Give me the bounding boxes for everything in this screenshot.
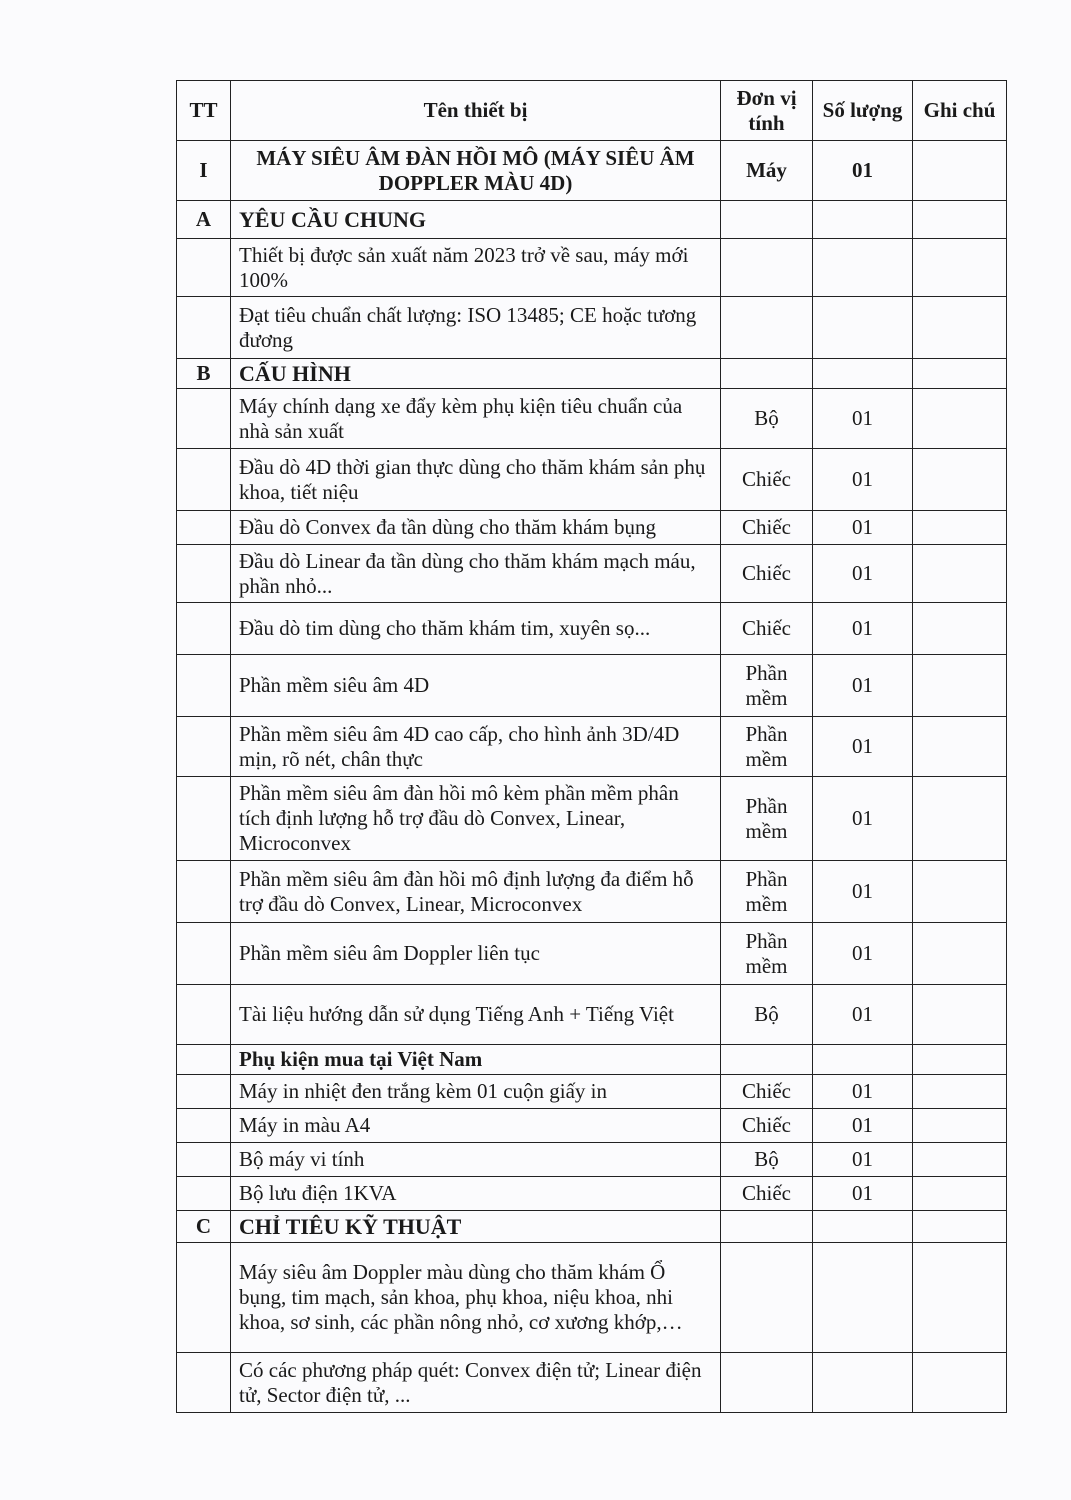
cell-unit: Chiếc — [721, 1075, 813, 1109]
cell-note — [913, 1109, 1007, 1143]
cell-unit: Bộ — [721, 1143, 813, 1177]
cell-note — [913, 297, 1007, 359]
cell-unit — [721, 1211, 813, 1243]
table-row — [177, 1143, 1007, 1177]
table-row — [177, 201, 1007, 239]
cell-note — [913, 449, 1007, 511]
cell-note — [913, 1075, 1007, 1109]
cell-name: Bộ lưu điện 1KVA — [231, 1177, 721, 1211]
cell-name: YÊU CẦU CHUNG — [231, 201, 721, 239]
cell-unit — [721, 1243, 813, 1353]
cell-name: Phần mềm siêu âm 4D cao cấp, cho hình ảnh 3D/4D mịn, rõ nét, chân thực — [231, 717, 721, 777]
cell-note — [913, 1353, 1007, 1413]
cell-note — [913, 545, 1007, 603]
cell-tt — [177, 717, 231, 777]
cell-note — [913, 1143, 1007, 1177]
cell-qty: 01 — [813, 985, 913, 1045]
table-row — [177, 359, 1007, 389]
cell-unit: Phần mềm — [721, 777, 813, 861]
table-row — [177, 389, 1007, 449]
cell-tt — [177, 861, 231, 923]
cell-tt — [177, 1109, 231, 1143]
cell-note — [913, 239, 1007, 297]
cell-note — [913, 141, 1007, 201]
table-row — [177, 777, 1007, 861]
cell-name: CẤU HÌNH — [231, 359, 721, 389]
cell-name: Phần mềm siêu âm 4D — [231, 655, 721, 717]
cell-qty — [813, 1045, 913, 1075]
table-row — [177, 985, 1007, 1045]
cell-note — [913, 511, 1007, 545]
cell-tt — [177, 1075, 231, 1109]
table-row — [177, 1045, 1007, 1075]
cell-name: Máy in nhiệt đen trắng kèm 01 cuộn giấy in — [231, 1075, 721, 1109]
table-row — [177, 1075, 1007, 1109]
cell-name: Máy in màu A4 — [231, 1109, 721, 1143]
header-unit: Đơn vị tính — [721, 81, 813, 141]
cell-tt — [177, 923, 231, 985]
cell-note — [913, 655, 1007, 717]
cell-note — [913, 1045, 1007, 1075]
cell-unit: Phần mềm — [721, 655, 813, 717]
cell-qty: 01 — [813, 389, 913, 449]
cell-note — [913, 1211, 1007, 1243]
cell-tt — [177, 545, 231, 603]
cell-unit: Chiếc — [721, 511, 813, 545]
cell-unit: Máy — [721, 141, 813, 201]
equipment-table — [176, 80, 1007, 1413]
header-tt: TT — [177, 81, 231, 141]
cell-qty — [813, 297, 913, 359]
cell-unit — [721, 297, 813, 359]
table-row — [177, 239, 1007, 297]
cell-qty: 01 — [813, 777, 913, 861]
cell-name: Bộ máy vi tính — [231, 1143, 721, 1177]
cell-qty: 01 — [813, 1075, 913, 1109]
table-header-row — [177, 81, 1007, 141]
cell-note — [913, 389, 1007, 449]
cell-tt — [177, 985, 231, 1045]
cell-tt — [177, 511, 231, 545]
cell-tt — [177, 1353, 231, 1413]
cell-name: Máy chính dạng xe đẩy kèm phụ kiện tiêu chuẩn của nhà sản xuất — [231, 389, 721, 449]
cell-qty — [813, 201, 913, 239]
cell-unit: Chiếc — [721, 603, 813, 655]
cell-qty: 01 — [813, 511, 913, 545]
cell-name: Phần mềm siêu âm đàn hồi mô định lượng đa điểm hỗ trợ đầu dò Convex, Linear, Microconvex — [231, 861, 721, 923]
cell-unit: Phần mềm — [721, 923, 813, 985]
cell-tt — [177, 239, 231, 297]
table-row — [177, 1177, 1007, 1211]
cell-name: Có các phương pháp quét: Convex điện tử; Linear điện tử, Sector điện tử, ... — [231, 1353, 721, 1413]
cell-name: Phần mềm siêu âm Doppler liên tục — [231, 923, 721, 985]
cell-name: Phụ kiện mua tại Việt Nam — [231, 1045, 721, 1075]
cell-name: MÁY SIÊU ÂM ĐÀN HỒI MÔ (MÁY SIÊU ÂM DOPPLER MÀU 4D) — [231, 141, 721, 201]
cell-name: Thiết bị được sản xuất năm 2023 trở về sau, máy mới 100% — [231, 239, 721, 297]
cell-qty — [813, 359, 913, 389]
cell-tt: B — [177, 359, 231, 389]
cell-note — [913, 1177, 1007, 1211]
cell-note — [913, 603, 1007, 655]
cell-name: CHỈ TIÊU KỸ THUẬT — [231, 1211, 721, 1243]
cell-tt — [177, 389, 231, 449]
cell-name: Tài liệu hướng dẫn sử dụng Tiếng Anh + Tiếng Việt — [231, 985, 721, 1045]
table-row — [177, 545, 1007, 603]
table-row — [177, 603, 1007, 655]
table-row — [177, 655, 1007, 717]
table-row — [177, 861, 1007, 923]
table-row — [177, 449, 1007, 511]
table-row — [177, 717, 1007, 777]
cell-tt — [177, 655, 231, 717]
cell-qty — [813, 1243, 913, 1353]
table-row — [177, 1353, 1007, 1413]
cell-note — [913, 923, 1007, 985]
cell-tt — [177, 603, 231, 655]
cell-unit — [721, 201, 813, 239]
cell-qty — [813, 1353, 913, 1413]
cell-tt — [177, 1177, 231, 1211]
cell-unit — [721, 359, 813, 389]
cell-qty: 01 — [813, 923, 913, 985]
cell-qty: 01 — [813, 603, 913, 655]
cell-unit: Bộ — [721, 389, 813, 449]
table-row — [177, 511, 1007, 545]
cell-tt — [177, 1045, 231, 1075]
cell-unit — [721, 1353, 813, 1413]
header-name: Tên thiết bị — [231, 81, 721, 141]
cell-note — [913, 985, 1007, 1045]
table-row — [177, 1243, 1007, 1353]
table-row — [177, 1211, 1007, 1243]
cell-unit: Chiếc — [721, 449, 813, 511]
cell-qty: 01 — [813, 1143, 913, 1177]
cell-note — [913, 1243, 1007, 1353]
header-note: Ghi chú — [913, 81, 1007, 141]
cell-qty: 01 — [813, 861, 913, 923]
cell-unit: Phần mềm — [721, 861, 813, 923]
cell-qty: 01 — [813, 1177, 913, 1211]
cell-tt — [177, 449, 231, 511]
cell-qty: 01 — [813, 141, 913, 201]
cell-unit: Chiếc — [721, 1109, 813, 1143]
table-row — [177, 297, 1007, 359]
cell-tt — [177, 1143, 231, 1177]
cell-name: Đầu dò Linear đa tần dùng cho thăm khám mạch máu, phần nhỏ... — [231, 545, 721, 603]
cell-unit — [721, 239, 813, 297]
cell-note — [913, 717, 1007, 777]
cell-name: Phần mềm siêu âm đàn hồi mô kèm phần mềm phân tích định lượng hỗ trợ đầu dò Convex, Linear, Microconvex — [231, 777, 721, 861]
cell-qty — [813, 1211, 913, 1243]
cell-unit: Bộ — [721, 985, 813, 1045]
cell-unit — [721, 1045, 813, 1075]
cell-tt: C — [177, 1211, 231, 1243]
cell-unit: Chiếc — [721, 1177, 813, 1211]
cell-tt — [177, 297, 231, 359]
cell-tt — [177, 777, 231, 861]
table-body — [177, 141, 1007, 1413]
cell-note — [913, 359, 1007, 389]
cell-tt: I — [177, 141, 231, 201]
table-row — [177, 141, 1007, 201]
cell-name: Máy siêu âm Doppler màu dùng cho thăm khám Ổ bụng, tim mạch, sản khoa, phụ khoa, niệu khoa, nhi khoa, sơ sinh, các phần nông nhỏ, cơ xương khớp,… — [231, 1243, 721, 1353]
cell-tt: A — [177, 201, 231, 239]
cell-note — [913, 201, 1007, 239]
cell-name: Đầu dò tim dùng cho thăm khám tim, xuyên sọ... — [231, 603, 721, 655]
cell-qty: 01 — [813, 1109, 913, 1143]
table-row — [177, 1109, 1007, 1143]
cell-note — [913, 777, 1007, 861]
cell-name: Đầu dò 4D thời gian thực dùng cho thăm khám sản phụ khoa, tiết niệu — [231, 449, 721, 511]
cell-qty — [813, 239, 913, 297]
cell-qty: 01 — [813, 545, 913, 603]
header-qty: Số lượng — [813, 81, 913, 141]
table-row — [177, 923, 1007, 985]
cell-name: Đạt tiêu chuẩn chất lượng: ISO 13485; CE hoặc tương đương — [231, 297, 721, 359]
cell-note — [913, 861, 1007, 923]
cell-qty: 01 — [813, 449, 913, 511]
cell-tt — [177, 1243, 231, 1353]
cell-unit: Phần mềm — [721, 717, 813, 777]
cell-unit: Chiếc — [721, 545, 813, 603]
cell-name: Đầu dò Convex đa tần dùng cho thăm khám bụng — [231, 511, 721, 545]
cell-qty: 01 — [813, 717, 913, 777]
cell-qty: 01 — [813, 655, 913, 717]
